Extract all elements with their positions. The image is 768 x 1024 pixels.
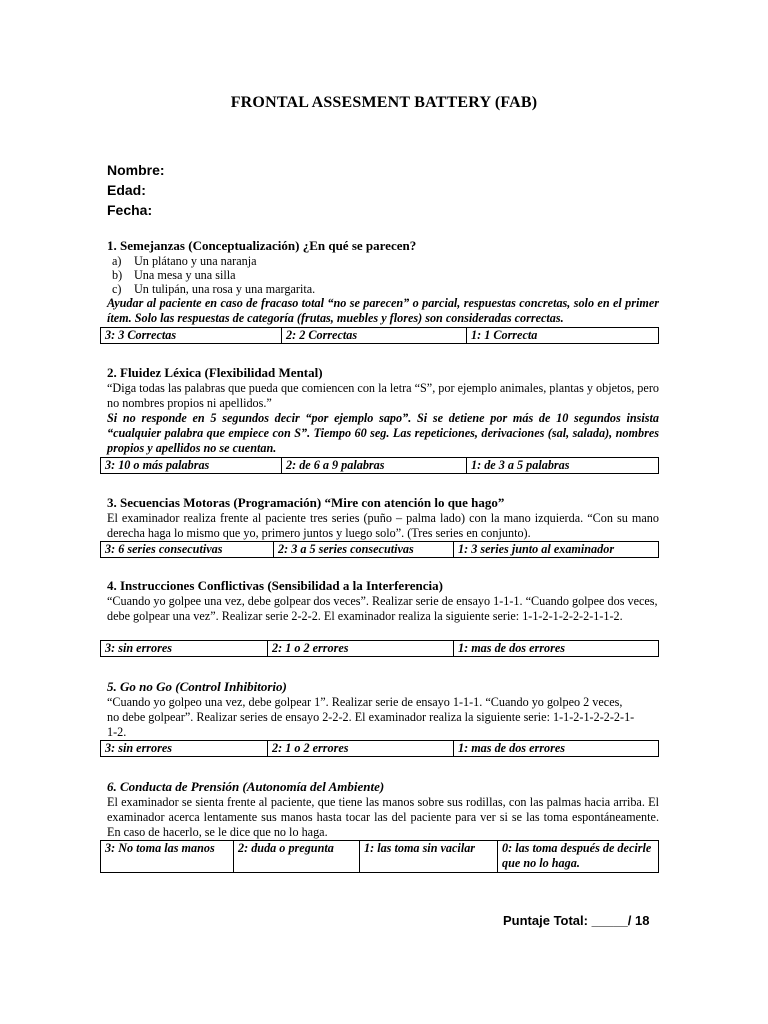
section-instrucciones <box>107 577 659 624</box>
score-cell: 2: 3 a 5 series consecutivas <box>274 542 454 558</box>
options-list <box>107 254 659 296</box>
section-title: 2. Fluidez Léxica (Flexibilidad Mental) <box>107 365 323 380</box>
list-item: c) Un tulipán, una rosa y una margarita. <box>112 282 316 296</box>
score-cell: 1: 1 Correcta <box>467 328 659 344</box>
section-title: 3. Secuencias Motoras (Programación) “Mire con atención lo que hago” <box>107 495 505 510</box>
score-cell: 3: 6 series consecutivas <box>101 542 274 558</box>
section-prension <box>107 778 659 840</box>
section-text-line: no debe golpear”. Realizar series de ensayo 2-2-2. El examinador realiza la siguiente serie: 1-1-2-1-2-2-2-1- <box>107 710 635 724</box>
score-cell: 2: 2 Correctas <box>282 328 467 344</box>
score-cell: 3: No toma las manos <box>101 841 234 873</box>
score-cell: 2: 1 o 2 errores <box>268 641 454 657</box>
score-cell: 1: mas de dos errores <box>454 741 659 757</box>
section-text: “Diga todas las palabras que pueda que comiencen con la letra “S”, por ejemplo animales, plantas y objetos, pero no nombres propios ni apellidos.” <box>107 381 659 410</box>
score-cell: 2: 1 o 2 errores <box>268 741 454 757</box>
score-cell: 2: duda o pregunta <box>234 841 360 873</box>
score-table <box>100 640 659 657</box>
section-note: Ayudar al paciente en caso de fracaso total “no se parecen” o parcial, respuestas concretas, solo en el primer ítem. Solo las respuestas de categoría (frutas, muebles y flores) son consideradas correctas. <box>107 296 659 325</box>
score-cell: 2: de 6 a 9 palabras <box>282 458 467 474</box>
score-table <box>100 541 659 558</box>
section-title: 4. Instrucciones Conflictivas (Sensibilidad a la Interferencia) <box>107 578 443 593</box>
section-text-line: 1-2. <box>107 725 127 739</box>
section-title: 6. Conducta de Prensión (Autonomía del Ambiente) <box>107 779 385 794</box>
list-item: a) Un plátano y una naranja <box>112 254 257 268</box>
total-score: Puntaje Total: _____/ 18 <box>503 913 650 928</box>
score-cell: 1: mas de dos errores <box>454 641 659 657</box>
section-text: El examinador se sienta frente al paciente, que tiene las manos sobre sus rodillas, con las palmas hacia arriba. El examinador acerca lentamente sus manos hasta tocar las del paciente para ver si se las toma espontáneamente. En caso de hacerlo, se le dice que no lo haga. <box>107 795 659 839</box>
score-cell: 3: sin errores <box>101 641 268 657</box>
section-text-line: “Cuando yo golpeo una vez, debe golpear 1”. Realizar serie de ensayo 1-1-1. “Cuando yo golpeo 2 veces, <box>107 695 623 709</box>
score-table <box>100 457 659 474</box>
nombre-field: Nombre: <box>107 162 165 178</box>
section-note: Si no responde en 5 segundos decir “por ejemplo sapo”. Si se detiene por más de 10 segundos insista “cualquier palabra que empiece con S”. Tiempo 60 seg. Las repeticiones, derivaciones (sal, salada), nombres propios y apellidos no se cuentan. <box>107 411 659 455</box>
edad-field: Edad: <box>107 182 146 198</box>
list-item: b) Una mesa y una silla <box>112 268 236 282</box>
section-semejanzas <box>107 237 659 326</box>
score-cell: 3: sin errores <box>101 741 268 757</box>
score-cell: 1: 3 series junto al examinador <box>454 542 659 558</box>
section-text: El examinador realiza frente al paciente tres series (puño – palma lado) con la mano izquierda. “Con su mano derecha haga lo mismo que yo, primero juntos y luego solo”. (Tres series en conjunto). <box>107 511 659 540</box>
document-title: FRONTAL ASSESMENT BATTERY (FAB) <box>230 94 538 111</box>
section-text: “Cuando yo golpee una vez, debe golpear dos veces”. Realizar serie de ensayo 1-1-1. “Cuando golpee dos veces, debe golpear una vez”. Realizar serie 2-2-2. El examinador realiza la siguiente serie: 1-1-2-1-2-2-2-1-1-2. <box>107 594 658 623</box>
section-title: 1. Semejanzas (Conceptualización) ¿En qué se parecen? <box>107 238 417 253</box>
section-secuencias <box>107 494 659 541</box>
score-cell: 1: las toma sin vacilar <box>360 841 498 873</box>
score-table <box>100 740 659 757</box>
section-title: 5. Go no Go (Control Inhibitorio) <box>107 679 287 694</box>
score-cell: 3: 3 Correctas <box>101 328 282 344</box>
section-fluidez <box>107 364 659 456</box>
section-go-no-go <box>107 678 659 740</box>
score-table <box>100 840 659 873</box>
fecha-field: Fecha: <box>107 202 153 218</box>
score-cell: 1: de 3 a 5 palabras <box>467 458 659 474</box>
score-cell: 0: las toma después de decirle que no lo haga. <box>498 841 659 873</box>
score-cell: 3: 10 o más palabras <box>101 458 282 474</box>
score-table <box>100 327 659 344</box>
